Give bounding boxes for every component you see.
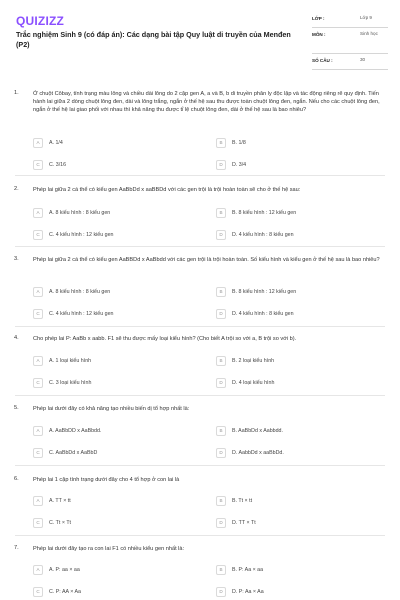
meta-label: LỚP : [312,16,325,21]
option-letter: B [216,138,226,148]
option-text: B. AaBbDd x Aabbdd. [232,427,283,434]
question-text: Phép lai dưới đây có khả năng tạo nhiều biến dị tổ hợp nhất là: [33,406,190,412]
option-d[interactable] [216,228,366,241]
option-letter: B [216,496,226,506]
option-text: C. 3/16 [49,161,67,168]
question-text: Ở chuột Côbay, tính trạng màu lông và chiều dài lông do 2 cặp gen A, a và B, b di truyền phân ly độc lập và tác động riêng rẽ quy định. Tiến hành lai giữa 2 dòng chuột lông đen, dài và lông trắng, ngắn ở thế hệ sau thu được toàn chuột lông đen, ngắn. Nếu cho các chuột lông đen, ngắn ở thế hệ lai giao phối với nhau thì khả năng thu được tỉ lệ chuột lông đen, dài ở thế hệ sau là bao nhiêu? [33,91,380,113]
option-text: D. 4 loại kiểu hình [232,379,275,386]
option-b[interactable] [216,563,366,576]
option-text: C. 3 loại kiểu hình [49,379,92,386]
option-text: C. P: AA × Aa [49,588,81,595]
option-c[interactable] [33,307,173,320]
option-text: D. 3/4 [232,161,247,168]
option-letter: B [216,565,226,575]
option-b[interactable] [216,354,366,367]
question-text: Phép lai giữa 2 cá thể có kiểu gen AaBBDd x AaBbdd với các gen trội là trội hoàn toàn. Số kiểu hình và kiểu gen ở thế hệ sau là bao nhiêu? [33,257,380,263]
option-letter: D [216,587,226,597]
question-number: 5. [14,405,19,411]
option-letter: D [216,448,226,458]
question-divider [15,326,385,327]
option-a[interactable] [33,494,173,507]
option-letter: C [33,587,43,597]
question-divider [15,246,385,247]
option-text: A. 8 kiểu hình : 8 kiểu gen [49,209,111,216]
option-text: B. 8 kiểu hình : 12 kiểu gen [232,209,297,216]
option-letter: C [33,230,43,240]
option-text: B. 2 loại kiểu hình [232,357,275,364]
question-divider [15,175,385,176]
option-text: B. 8 kiểu hình : 12 kiểu gen [232,288,297,295]
option-text: D. P: Aa × Aa [232,588,264,595]
option-b[interactable] [216,424,366,437]
option-letter: A [33,138,43,148]
option-a[interactable] [33,206,173,219]
option-letter: B [216,208,226,218]
option-a[interactable] [33,424,173,437]
option-text: C. AaBbDd x AaBbD [49,449,98,456]
option-letter: A [33,426,43,436]
option-c[interactable] [33,158,173,171]
option-letter: A [33,356,43,366]
meta-label: SỐ CÂU : [312,58,333,63]
question-number: 2. [14,186,19,192]
option-text: C. 4 kiểu hình : 12 kiểu gen [49,310,114,317]
option-text: B. Tt × tt [232,497,253,504]
question-divider [15,465,385,466]
option-text: D. 4 kiểu hình : 8 kiểu gen [232,310,294,317]
option-letter: A [33,496,43,506]
option-d[interactable] [216,158,366,171]
option-b[interactable] [216,136,366,149]
option-letter: D [216,160,226,170]
question-divider [15,395,385,396]
option-letter: B [216,426,226,436]
meta-row-grade [312,12,388,28]
option-text: A. 1/4 [49,139,63,146]
question-text: Cho phép lai P: AaBb x aabb. F1 sẽ thu được mấy loại kiểu hình? (Cho biết A trội so với a, B trội so với b). [33,336,297,342]
option-text: B. 1/8 [232,139,246,146]
option-letter: D [216,518,226,528]
option-letter: C [33,309,43,319]
option-text: C. Tt × Tt [49,519,72,526]
question-number: 4. [14,335,19,341]
question-number: 1. [14,90,19,96]
option-c[interactable] [33,446,173,459]
option-text: D. TT × Tt [232,519,256,526]
worksheet-meta [312,12,388,70]
option-text: A. P: aa × aa [49,566,80,573]
option-letter: D [216,230,226,240]
question-text: Phép lai 1 cặp tính trạng dưới đây cho 4 tổ hợp ở con lai là [33,477,180,483]
option-letter: C [33,160,43,170]
quizizz-logo: QUIZIZZ [16,14,65,28]
option-letter: D [216,378,226,388]
option-text: A. 1 loại kiểu hình [49,357,92,364]
option-text: A. TT × tt [49,497,71,504]
worksheet-title: Trắc nghiệm Sinh 9 (có đáp án): Các dạng bài tập Quy luật di truyền của Menđen (P2) [16,30,291,49]
option-text: D. AabbDd x aaBbDd. [232,449,284,456]
option-letter: C [33,518,43,528]
meta-row-subject [312,28,388,54]
option-text: B. P: Aa × aa [232,566,264,573]
meta-value: Lớp 9 [360,15,372,20]
question-text: Phép lai dưới đây tạo ra con lai F1 có nhiều kiểu gen nhất là: [33,546,185,552]
option-c[interactable] [33,516,173,529]
option-letter: B [216,356,226,366]
question-text: Phép lai giữa 2 cá thể có kiểu gen AaBbDd x aaBBDd với các gen trội là trội hoàn toàn sẽ cho ở thế hệ sau: [33,187,301,193]
option-letter: A [33,287,43,297]
option-d[interactable] [216,446,366,459]
meta-label: MÔN : [312,32,326,37]
option-text: A. AaBbDD x AaBbdd. [49,427,102,434]
option-c[interactable] [33,376,173,389]
meta-value: Sinh học [360,31,378,36]
option-letter: A [33,565,43,575]
option-a[interactable] [33,354,173,367]
option-text: C. 4 kiểu hình : 12 kiểu gen [49,231,114,238]
option-a[interactable] [33,285,173,298]
option-letter: B [216,287,226,297]
option-d[interactable] [216,376,366,389]
option-a[interactable] [33,136,173,149]
option-a[interactable] [33,563,173,576]
question-number: 7. [14,545,19,551]
worksheet-header [0,0,400,72]
option-b[interactable] [216,285,366,298]
meta-row-count [312,54,388,70]
option-b[interactable] [216,206,366,219]
option-d[interactable] [216,307,366,320]
option-text: D. 4 kiểu hình : 8 kiểu gen [232,231,294,238]
option-letter: C [33,378,43,388]
meta-value: 30 [360,57,366,62]
option-letter: A [33,208,43,218]
option-letter: D [216,309,226,319]
option-text: A. 8 kiểu hình : 8 kiểu gen [49,288,111,295]
option-b[interactable] [216,494,366,507]
option-c[interactable] [33,228,173,241]
option-letter: C [33,448,43,458]
option-d[interactable] [216,516,366,529]
question-divider [15,535,385,536]
option-d[interactable] [216,585,366,598]
question-number: 6. [14,476,19,482]
question-number: 3. [14,256,19,262]
option-c[interactable] [33,585,173,598]
